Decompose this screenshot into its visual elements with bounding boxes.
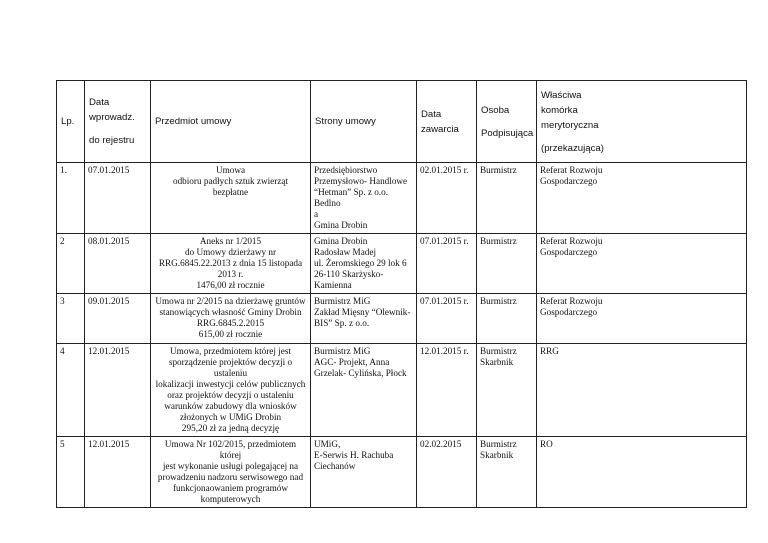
- cell-person: Burmistrz: [477, 163, 537, 234]
- cell-unit: Referat Rozwoju Gospodarczego: [537, 294, 747, 344]
- cell-lp: 4: [57, 344, 85, 437]
- cell-parties: Gmina Drobin Radosław Madej ul. Żeromskiego 29 lok 6 26-110 Skarżysko- Kamienna: [311, 234, 417, 294]
- table-row: [57, 344, 747, 437]
- table-row: [57, 163, 747, 234]
- header-person: Osoba Podpisująca: [477, 81, 537, 163]
- cell-date-concluded: 07.01.2015 r.: [417, 294, 477, 344]
- cell-person: Burmistrz Skarbnik: [477, 437, 537, 508]
- cell-unit: Referat Rozwoju Gospodarczego: [537, 163, 747, 234]
- table-row: [57, 437, 747, 508]
- cell-lp: 2: [57, 234, 85, 294]
- cell-subject: Umowa nr 2/2015 na dzierżawę gruntów stanowiących własność Gminy Drobin RRG.6845.2.2015 615,00 zł rocznie: [151, 294, 311, 344]
- table-row: [57, 234, 747, 294]
- header-subject: Przedmiot umowy: [151, 81, 311, 163]
- cell-date-concluded: 02.01.2015 r.: [417, 163, 477, 234]
- cell-parties: Burmistrz MiG Zakład Mięsny “Olewnik- BIS” Sp. z o.o.: [311, 294, 417, 344]
- cell-unit: RO: [537, 437, 747, 508]
- cell-date-entered: 12.01.2015: [85, 344, 151, 437]
- cell-parties: UMiG, E-Serwis H. Rachuba Ciechanów: [311, 437, 417, 508]
- cell-unit: RRG: [537, 344, 747, 437]
- cell-date-concluded: 02.02.2015: [417, 437, 477, 508]
- header-lp: Lp.: [57, 81, 85, 163]
- cell-date-concluded: 07.01.2015 r.: [417, 234, 477, 294]
- header-row: [57, 81, 747, 163]
- cell-lp: 3: [57, 294, 85, 344]
- header-unit: Właściwa komórka merytoryczna (przekazująca): [537, 81, 747, 163]
- header-date-concluded: Data zawarcia: [417, 81, 477, 163]
- cell-date-entered: 07.01.2015: [85, 163, 151, 234]
- header-date-entered: Data wprowadz. do rejestru: [85, 81, 151, 163]
- cell-subject: Umowa odbioru padłych sztuk zwierząt bezpłatne: [151, 163, 311, 234]
- cell-subject: Aneks nr 1/2015 do Umowy dzierżawy nr RRG.6845.22.2013 z dnia 15 listopada 2013 r. 1476,00 zł rocznie: [151, 234, 311, 294]
- table-row: [57, 294, 747, 344]
- contract-register-table: [56, 80, 747, 508]
- cell-subject: Umowa, przedmiotem której jest sporządzenie projektów decyzji o ustaleniu lokalizacji inwestycji celów publicznych oraz projektów decyzji o ustaleniu warunków zabudowy dla wniosków złożonych w UMiG Drobin 295,20 zł za jedną decyzję: [151, 344, 311, 437]
- cell-parties: Przedsiębiorstwo Przemysłowo- Handlowe “Hetman” Sp. z o.o. Bedlno a Gmina Drobin: [311, 163, 417, 234]
- cell-lp: 5: [57, 437, 85, 508]
- cell-date-entered: 12.01.2015: [85, 437, 151, 508]
- cell-parties: Burmistrz MiG AGC- Projekt, Anna Grzelak- Cylińska, Płock: [311, 344, 417, 437]
- cell-date-entered: 08.01.2015: [85, 234, 151, 294]
- cell-date-concluded: 12.01.2015 r.: [417, 344, 477, 437]
- cell-unit: Referat Rozwoju Gospodarczego: [537, 234, 747, 294]
- cell-subject: Umowa Nr 102/2015, przedmiotem której jest wykonanie usługi polegającej na prowadzeniu nadzoru serwisowego nad funkcjonaowaniem programów komputerowych: [151, 437, 311, 508]
- cell-date-entered: 09.01.2015: [85, 294, 151, 344]
- cell-lp: 1.: [57, 163, 85, 234]
- cell-person: Burmistrz: [477, 294, 537, 344]
- cell-person: Burmistrz Skarbnik: [477, 344, 537, 437]
- header-parties: Strony umowy: [311, 81, 417, 163]
- cell-person: Burmistrz: [477, 234, 537, 294]
